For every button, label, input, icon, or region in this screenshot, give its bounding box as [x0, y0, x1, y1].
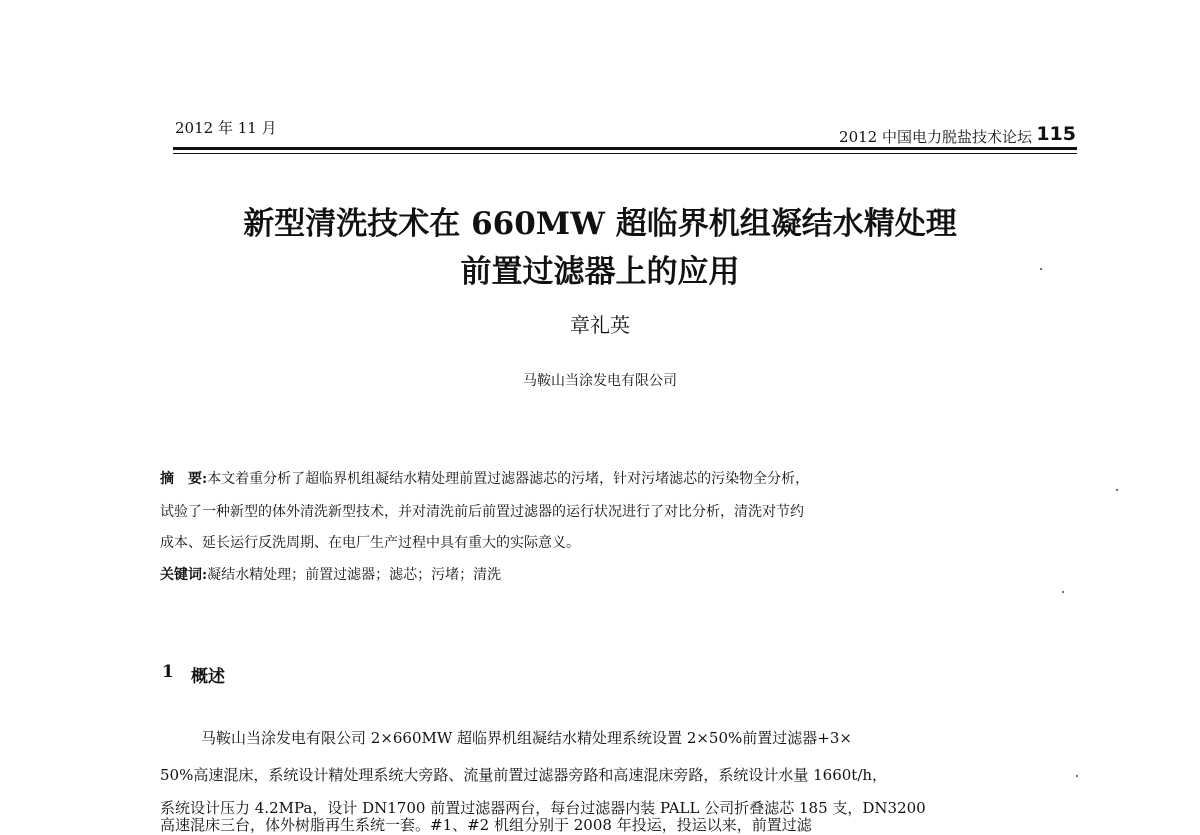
article-title-line-2: 前置过滤器上的应用 [460, 254, 740, 290]
section-number: 1 [162, 662, 174, 682]
abstract-line-1 [160, 468, 809, 488]
header-rule-thin [173, 153, 1077, 154]
scan-speck [1040, 268, 1042, 270]
keywords-label: 关键词: [160, 567, 208, 583]
section-title: 概述 [191, 667, 225, 687]
page-number: 115 [1036, 123, 1076, 145]
keywords-text: 凝结水精处理；前置过滤器；滤芯；污堵；清洗 [207, 567, 502, 583]
scan-speck [1116, 489, 1118, 491]
abstract-line-3: 成本、延长运行反洗周期、在电厂生产过程中具有重大的实际意义。 [160, 535, 580, 551]
scan-speck [1076, 775, 1078, 777]
body-text-line-2: 50%高速混床，系统设计精处理系统大旁路、流量前置过滤器旁路和高速混床旁路，系统设计水量 1660t/h， [160, 766, 888, 784]
scan-speck [1062, 591, 1064, 593]
body-text-line-4: 高速混床三台，体外树脂再生系统一套。#1、#2 机组分别于 2008 年投运，投运以来，前置过滤 [160, 816, 812, 834]
author-name: 章礼英 [570, 313, 630, 337]
keywords-line [160, 564, 501, 584]
article-title-line-1: 新型清洗技术在 660MW 超临界机组凝结水精处理 [243, 206, 957, 242]
header-journal-title: 2012 中国电力脱盐技术论坛 [839, 128, 1032, 146]
header-rule-thick [173, 147, 1077, 150]
abstract-line-2: 试验了一种新型的体外清洗新型技术，并对清洗前后前置过滤器的运行状况进行了对比分析，清洗对节约 [160, 504, 804, 520]
abstract-label: 摘 要: [160, 471, 208, 487]
header-date: 2012 年 11 月 [175, 119, 277, 137]
abstract-text-1: 本文着重分析了超临界机组凝结水精处理前置过滤器滤芯的污堵，针对污堵滤芯的污染物全分析， [207, 471, 810, 487]
body-text-line-1: 马鞍山当涂发电有限公司 2×660MW 超临界机组凝结水精处理系统设置 2×50%前置过滤器+3× [201, 729, 852, 747]
body-text-line-3: 系统设计压力 4.2MPa，设计 DN1700 前置过滤器两台，每台过滤器内装 PALL 公司折叠滤芯 185 支，DN3200 [160, 799, 926, 817]
author-affiliation: 马鞍山当涂发电有限公司 [523, 373, 677, 389]
